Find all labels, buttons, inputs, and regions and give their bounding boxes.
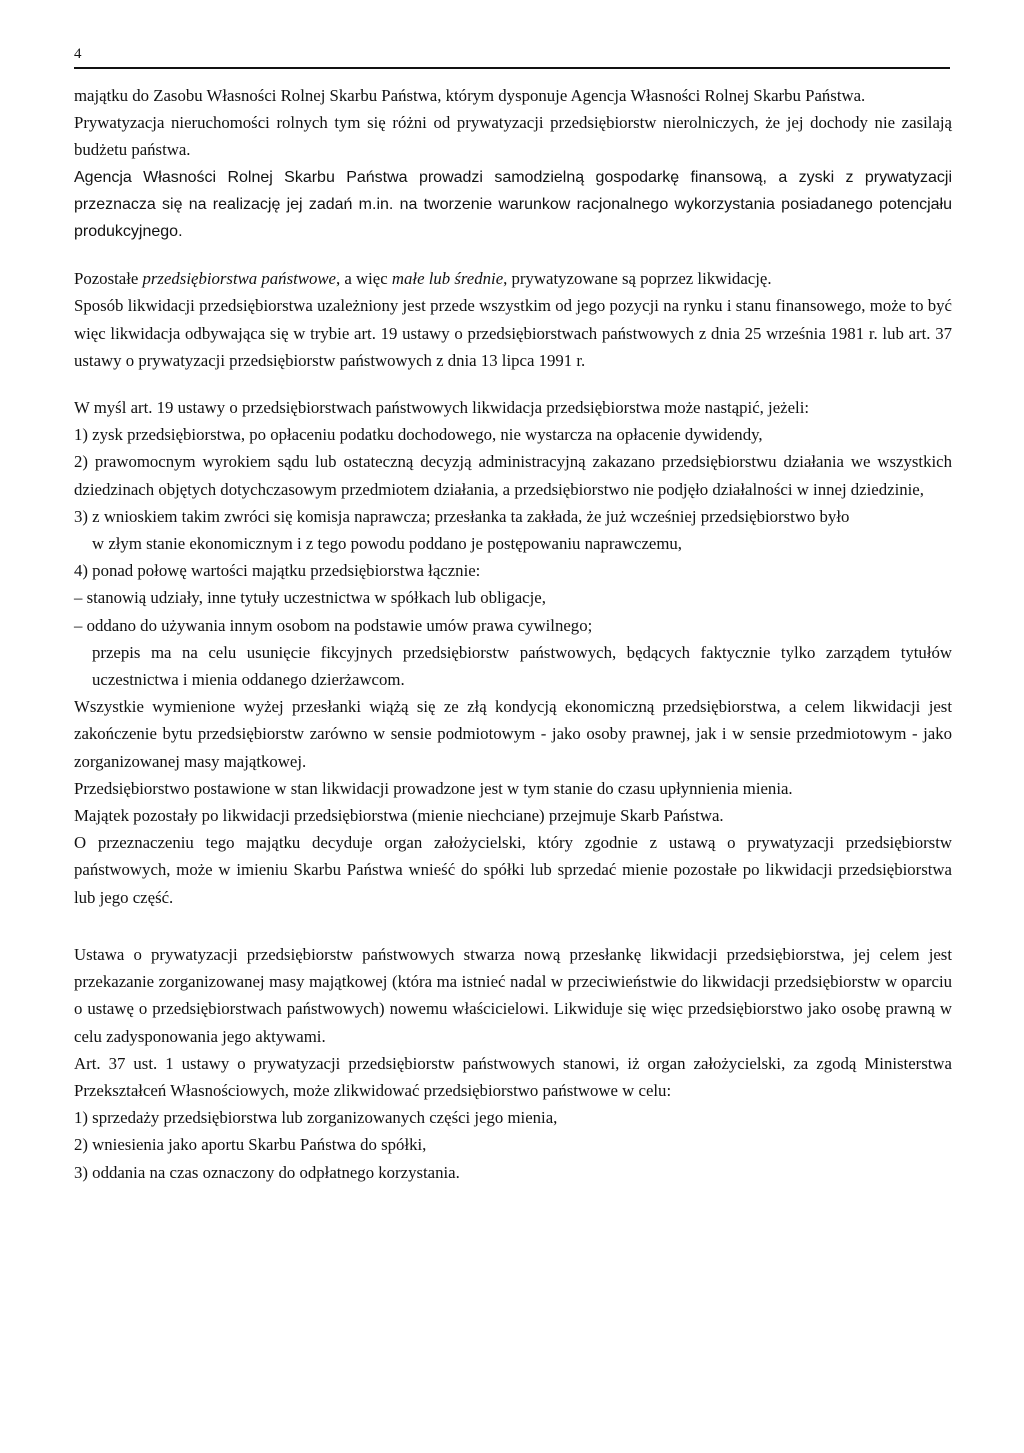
paragraph-9: Majątek pozostały po likwidacji przedsiębiorstwa (mienie niechciane) przejmuje Skarb Państwa. [74,806,724,826]
paragraph-8: Przedsiębiorstwo postawione w stan likwidacji prowadzone jest w tym stanie do czasu upłynnienia mienia. [74,778,793,798]
page-number: 4 [74,46,82,62]
enum-item-2: 2) wniesienia jako aportu Skarbu Państwa do spółki, [74,1135,427,1155]
paragraph-6: W myśl art. 19 ustawy o przedsiębiorstwach państwowych likwidacja przedsiębiorstwa może nastąpić, jeżeli: [74,398,810,418]
paragraph-4: Pozostałe przedsiębiorstwa państwowe, a więc małe lub średnie, prywatyzowane są poprzez likwidację. [74,269,772,289]
list-item-2: 2) prawomocnym wyrokiem sądu lub ostateczną decyzją administracyjną zakazano przedsiębiorstwu działania we wszystkich dziedzinach objętych dotychczasowym przedmiotem działania, a przedsiębiorstwo nie podjęło działalności w innej dziedzinie, [74,452,952,499]
list-item-3b: w złym stanie ekonomicznym i z tego powodu poddano je postępowaniu naprawczemu, [92,534,682,554]
enum-item-1: 1) sprzedaży przedsiębiorstwa lub zorganizowanych części jego mienia, [74,1108,558,1128]
paragraph-10: O przeznaczeniu tego majątku decyduje organ założycielski, który zgodnie z ustawą o prywatyzacji przedsiębiorstw państwowych, może w imieniu Skarbu Państwa wnieść do spółki lub sprzedać mienie pozostałe po likwidacji przedsiębiorstwa lub jego część. [74,833,952,907]
dash-item-2: – oddano do używania innym osobom na podstawie umów prawa cywilnego; [74,615,593,635]
dash-note: przepis ma na celu usunięcie fikcyjnych przedsiębiorstw państwowych, będących faktycznie tylko zarządem tytułów uczestnictwa i mienia oddanego dzierżawcom. [92,642,952,690]
enum-item-3: 3) oddania na czas oznaczony do odpłatnego korzystania. [74,1162,460,1182]
list-item-3a: 3) z wnioskiem takim zwróci się komisja naprawcza; przesłanka ta zakłada, że już wcześniej przedsiębiorstwo było [74,506,850,526]
list-item-4: 4) ponad połowę wartości majątku przedsiębiorstwa łącznie: [74,561,481,581]
list-item-1: 1) zysk przedsiębiorstwa, po opłaceniu podatku dochodowego, nie wystarcza na opłacenie dywidendy, [74,425,763,445]
header-rule [74,67,950,69]
paragraph-7: Wszystkie wymienione wyżej przesłanki wiążą się ze złą kondycją ekonomiczną przedsiębiorstwa, a celem likwidacji jest zakończenie bytu przedsiębiorstw zarówno w sensie podmiotowym - jako osoby prawnej, jak i w sensie przedmiotowym - jako zorganizowanej masy majątkowej. [74,697,952,771]
paragraph-11: Ustawa o prywatyzacji przedsiębiorstw państwowych stwarza nową przesłankę likwidacji przedsiębiorstwa, jej celem jest przekazanie zorganizowanej masy majątkowej (która ma istnieć nadal w przeciwieństwie do likwidacji przedsiębiorstw w oparciu o ustawę o przedsiębiorstwach państwowych) nowemu właścicielowi. Likwiduje się więc przedsiębiorstwo jako osobę prawną w celu zadysponowania jego aktywami. [74,944,952,1046]
document-body [74,82,952,1186]
paragraph-12: Art. 37 ust. 1 ustawy o prywatyzacji przedsiębiorstw państwowych stanowi, iż organ założycielski, za zgodą Ministerstwa Przekształceń Własnościowych, może zlikwidować przedsiębiorstwo państwowe w celu: [74,1053,952,1100]
paragraph-3: Agencja Własności Rolnej Skarbu Państwa prowadzi samodzielną gospodarkę finansową, a zyski z prywatyzacji przeznacza się na realizację jej zadań m.in. na tworzenie warunkow racjonalnego wykorzystania posiadanego potencjału produkcyjnego. [74,168,952,241]
dash-item-1: – stanowią udziały, inne tytuły uczestnictwa w spółkach lub obligacje, [74,588,546,608]
paragraph-5: Sposób likwidacji przedsiębiorstwa uzależniony jest przede wszystkim od jego pozycji na rynku i stanu finansowego, może to być więc likwidacja odbywająca się w trybie art. 19 ustawy o przedsiębiorstwach państwowych z dnia 25 września 1981 r. lub art. 37 ustawy o prywatyzacji przedsiębiorstw państwowych z dnia 13 lipca 1991 r. [74,296,952,370]
paragraph-1: majątku do Zasobu Własności Rolnej Skarbu Państwa, którym dysponuje Agencja Własności Rolnej Skarbu Państwa. [74,86,866,105]
paragraph-2: Prywatyzacja nieruchomości rolnych tym się różni od prywatyzacji przedsiębiorstw nierolniczych, że jej dochody nie zasilają budżetu państwa. [74,113,952,160]
